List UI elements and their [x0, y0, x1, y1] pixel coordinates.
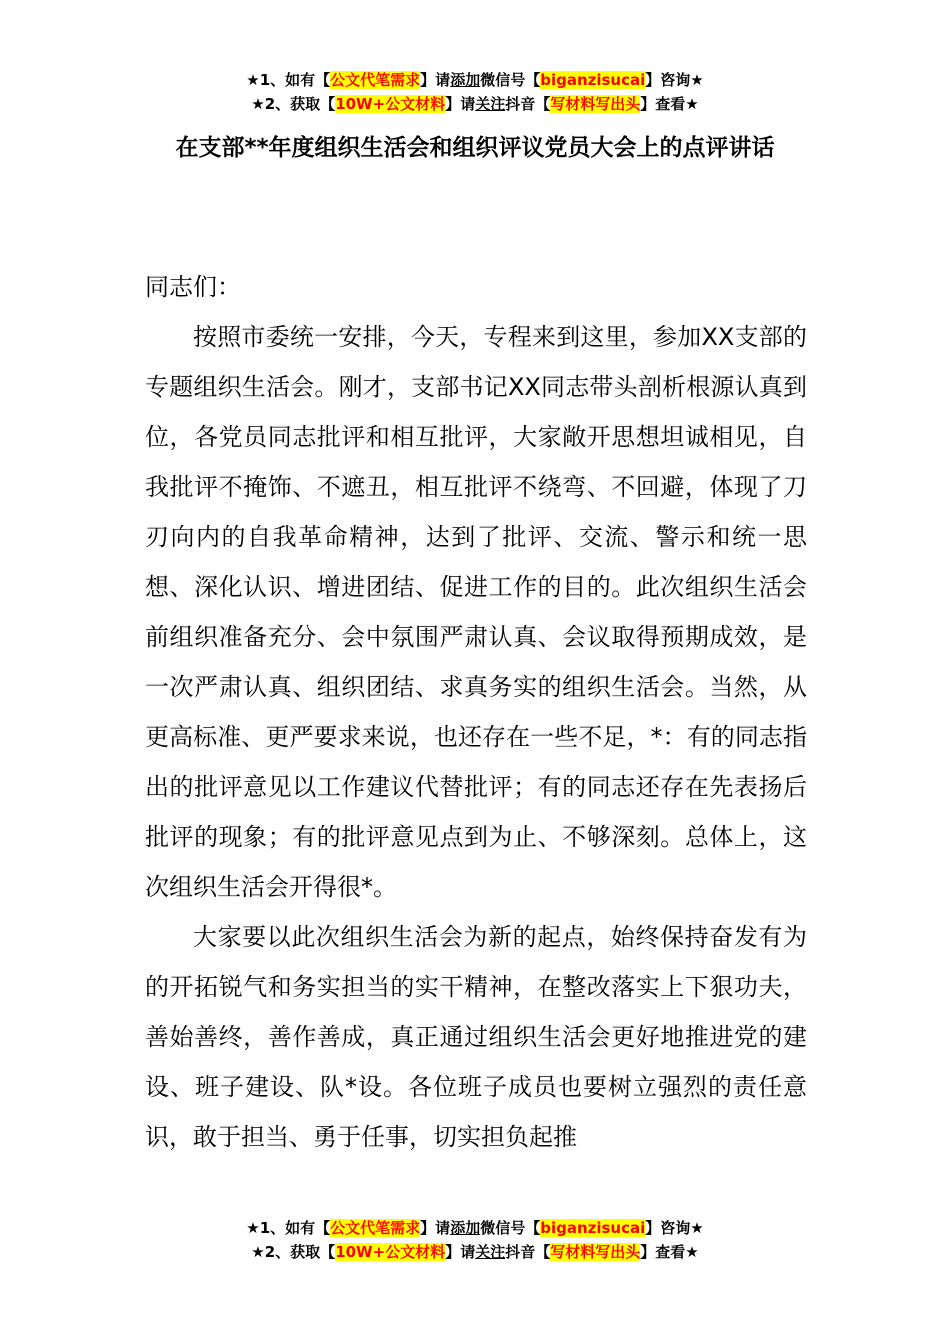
salutation: 同志们： [145, 273, 241, 301]
paragraph: 大家要以此次组织生活会为新的起点，始终保持奋发有为的开拓锐气和务实担当的实干精神，在整改落实上下狠功夫，善始善终，善作善成，真正通过组织生活会更好地推进党的建设、班子建设、队*设。各位班子成员也要树立强烈的责任意识，敢于担当、勇于任事，切实担负起推 [145, 923, 807, 1151]
banner-underlined: 添加 [450, 1219, 481, 1237]
banner-highlight: 10W+公文材料 [335, 95, 446, 113]
document-body [145, 262, 807, 1162]
banner-highlight: 10W+公文材料 [335, 1243, 446, 1261]
document-title: 在支部**年度组织生活会和组织评议党员大会上的点评讲话 [175, 135, 775, 161]
paragraph: 按照市委统一安排，今天，专程来到这里，参加XX支部的专题组织生活会。刚才，支部书记XX同志带头剖析根源认真到位，各党员同志批评和相互批评，大家敞开思想坦诚相见，自我批评不掩饰、不遮丑，相互批评不绕弯、不回避，体现了刀刃向内的自我革命精神，达到了批评、交流、警示和统一思想、深化认识、增进团结、促进工作的目的。此次组织生活会前组织准备充分、会中氛围严肃认真、会议取得预期成效，是一次严肃认真、组织团结、求真务实的组织生活会。当然，从更高标准、更严要求来说，也还存在一些不足，*：有的同志指出的批评意见以工作建议代替批评；有的同志还存在先表扬后批评的现象；有的批评意见点到为止、不够深刻。总体上，这次组织生活会开得很*。 [145, 323, 807, 901]
banner-underlined: 添加 [450, 71, 481, 89]
banner-underlined: 关注 [475, 1243, 506, 1261]
banner-highlight: 公文代笔需求 [330, 1219, 421, 1237]
banner-highlight: biganzisucai [540, 1219, 646, 1237]
banner-underlined: 关注 [475, 95, 506, 113]
banner-highlight: 写材料写出头 [550, 95, 641, 113]
banner-line-2: ★2、获取【10W+公文材料】请关注抖音【写材料写出头】查看★ [251, 95, 699, 113]
header-banner [0, 68, 950, 116]
banner-highlight: 公文代笔需求 [330, 71, 421, 89]
banner-line-2: ★2、获取【10W+公文材料】请关注抖音【写材料写出头】查看★ [251, 1243, 699, 1261]
banner-highlight: biganzisucai [540, 71, 646, 89]
banner-line-1: ★1、如有【公文代笔需求】请添加微信号【biganzisucai】咨询★ [246, 1219, 704, 1237]
banner-line-1: ★1、如有【公文代笔需求】请添加微信号【biganzisucai】咨询★ [246, 71, 704, 89]
footer-banner [0, 1216, 950, 1264]
banner-highlight: 写材料写出头 [550, 1243, 641, 1261]
